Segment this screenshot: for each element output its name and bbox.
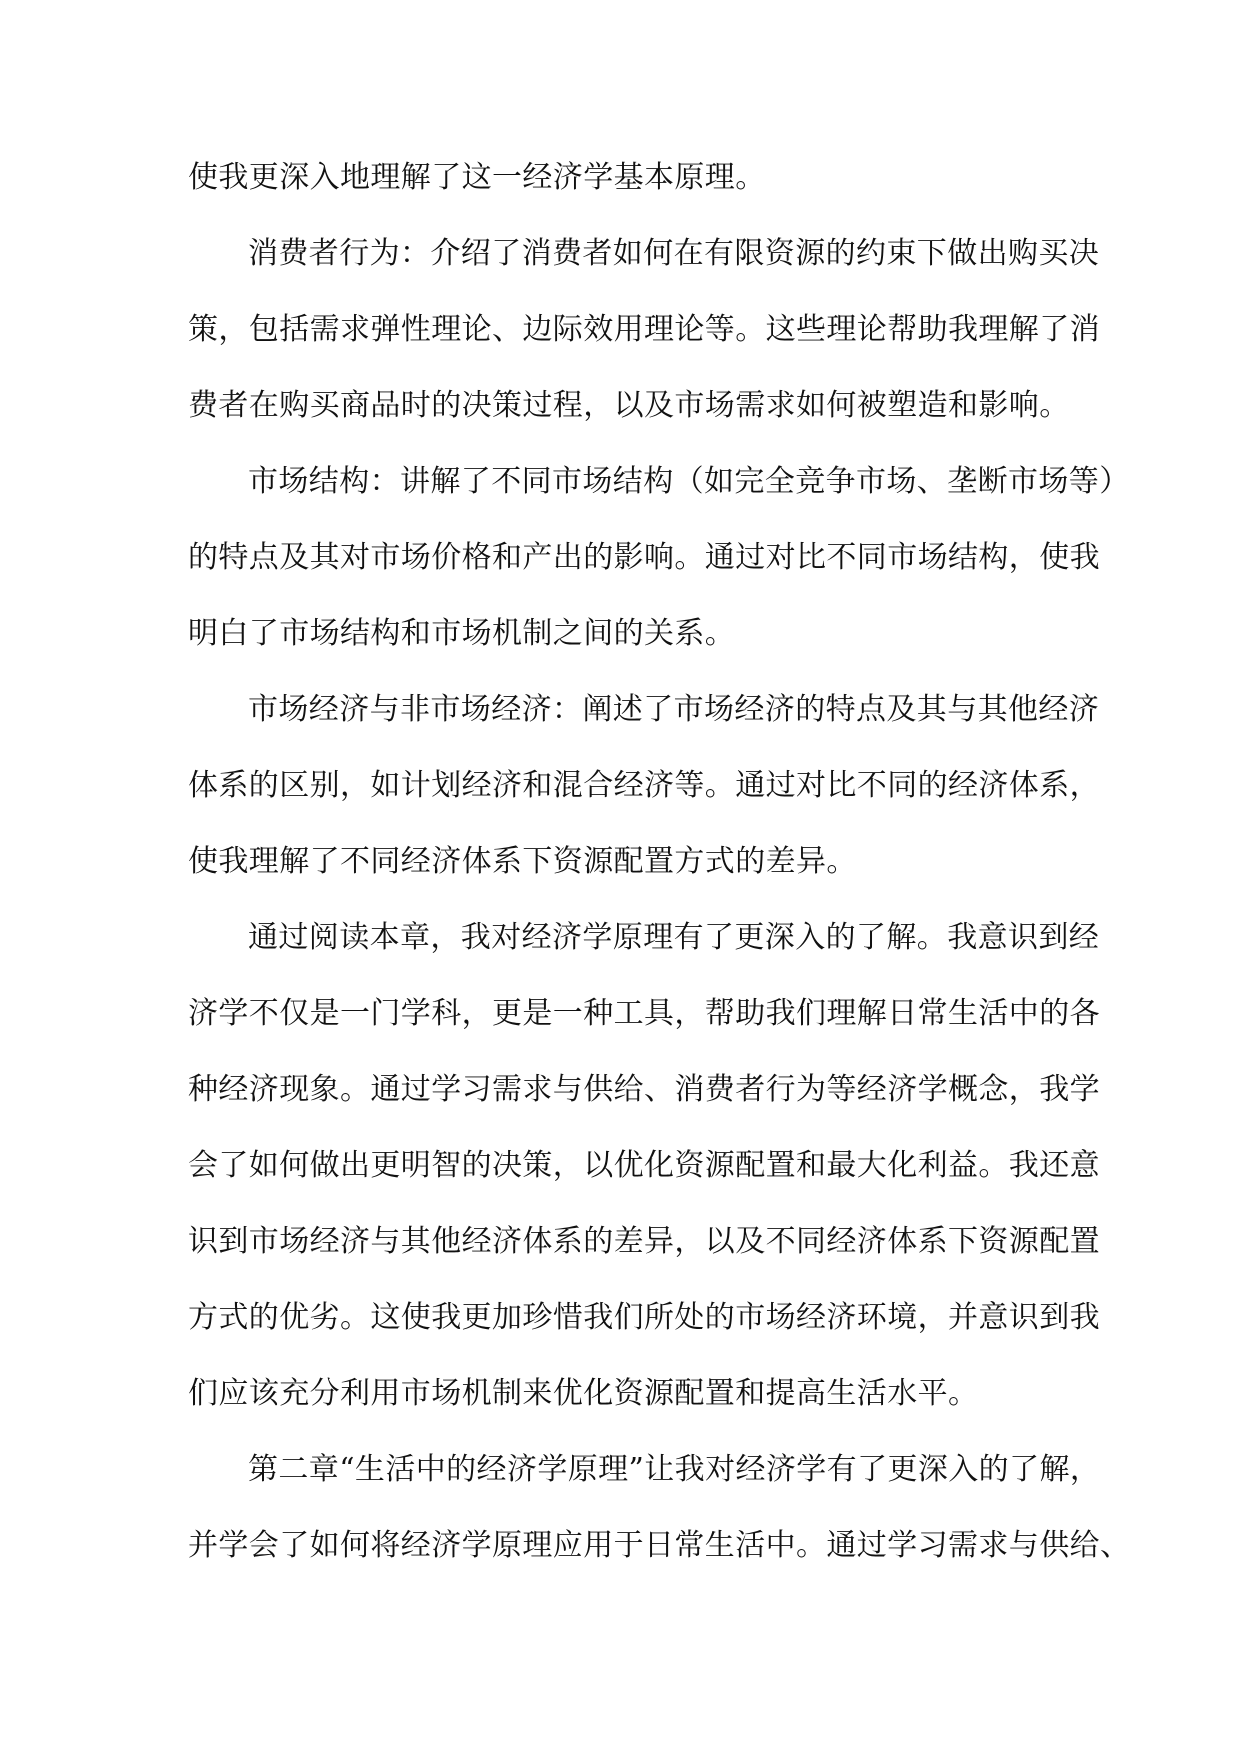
text-line: 策，包括需求弹性理论、边际效用理论等。这些理论帮助我理解了消 xyxy=(188,312,1100,347)
text-line: 市场结构：讲解了不同市场结构（如完全竞争市场、垄断市场等） xyxy=(248,464,1130,499)
text-line: 种经济现象。通过学习需求与供给、消费者行为等经济学概念，我学 xyxy=(188,1072,1100,1107)
text-line: 体系的区别，如计划经济和混合经济等。通过对比不同的经济体系， xyxy=(188,768,1100,803)
text-line: 济学不仅是一门学科，更是一种工具，帮助我们理解日常生活中的各 xyxy=(188,996,1100,1031)
text-line: 会了如何做出更明智的决策，以优化资源配置和最大化利益。我还意 xyxy=(188,1148,1100,1183)
text-line: 通过阅读本章，我对经济学原理有了更深入的了解。我意识到经 xyxy=(248,920,1100,955)
text-line: 使我理解了不同经济体系下资源配置方式的差异。 xyxy=(188,844,857,879)
text-line: 识到市场经济与其他经济体系的差异，以及不同经济体系下资源配置 xyxy=(188,1224,1100,1259)
text-line: 明白了市场结构和市场机制之间的关系。 xyxy=(188,616,736,651)
text-line: 费者在购买商品时的决策过程，以及市场需求如何被塑造和影响。 xyxy=(188,388,1070,423)
body-text xyxy=(188,140,1131,1584)
text-line: 第二章“生活中的经济学原理”让我对经济学有了更深入的了解， xyxy=(248,1452,1101,1487)
text-line: 市场经济与非市场经济：阐述了市场经济的特点及其与其他经济 xyxy=(248,692,1100,727)
text-line: 方式的优劣。这使我更加珍惜我们所处的市场经济环境，并意识到我 xyxy=(188,1300,1100,1335)
text-line: 使我更深入地理解了这一经济学基本原理。 xyxy=(188,160,766,195)
text-line: 们应该充分利用市场机制来优化资源配置和提高生活水平。 xyxy=(188,1376,979,1411)
text-line: 的特点及其对市场价格和产出的影响。通过对比不同市场结构，使我 xyxy=(188,540,1100,575)
text-line: 消费者行为：介绍了消费者如何在有限资源的约束下做出购买决 xyxy=(248,236,1100,271)
text-line: 并学会了如何将经济学原理应用于日常生活中。通过学习需求与供给、 xyxy=(188,1528,1131,1563)
